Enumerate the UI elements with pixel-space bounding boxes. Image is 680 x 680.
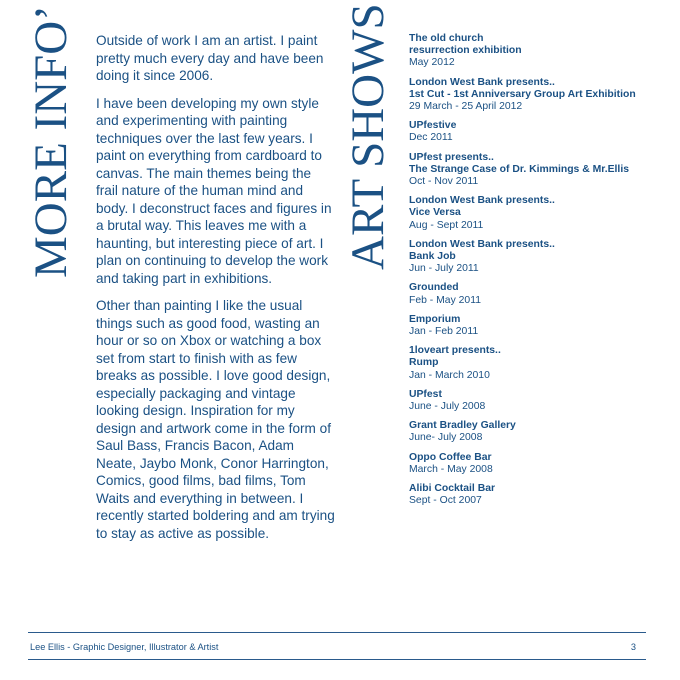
show-name: London West Bank presents.. Vice Versa	[409, 195, 555, 219]
show-date: Jan - March 2010	[409, 369, 490, 381]
show-date: March - May 2008	[409, 463, 493, 475]
show-date: Jun - July 2011	[409, 263, 479, 275]
show-date: 29 March - 25 April 2012	[409, 101, 523, 113]
about-text-column	[96, 32, 336, 552]
footer-bottom-divider	[28, 659, 646, 660]
show-name: London West Bank presents.. 1st Cut - 1st Anniversary Group Art Exhibition	[409, 76, 636, 100]
art-shows-list	[409, 33, 644, 515]
show-item	[409, 452, 644, 476]
show-name: 1loveart presents.. Rump	[409, 345, 501, 369]
show-item	[409, 33, 644, 70]
show-name: UPfest presents.. The Strange Case of Dr. Kimmings & Mr.Ellis	[409, 151, 629, 175]
show-item	[409, 120, 644, 144]
show-name: Oppo Coffee Bar	[409, 451, 492, 463]
show-item	[409, 195, 644, 232]
show-item	[409, 389, 644, 413]
page-number: 3	[630, 642, 636, 652]
show-date: Feb - May 2011	[409, 294, 481, 306]
footer-top-divider	[28, 632, 646, 633]
show-item	[409, 239, 644, 276]
show-date: June - July 2008	[409, 401, 486, 413]
about-paragraph: Other than painting I like the usual things such as good food, wasting an hour or so on Xbox or watching a box set from start to finish with as few breaks as possible. I love good design, especially packaging and vintage looking design. Inspiration for my design and artwork come in the form of Saul Bass, Francis Bacon, Adam Neate, Jaybo Monk, Conor Harrington, Comics, good films, bad films, Tom Waits and everything in between. I recently started boldering and am trying to stay as active as possible.	[96, 298, 335, 541]
show-name: Grant Bradley Gallery	[409, 420, 516, 432]
show-item	[409, 77, 644, 114]
show-item	[409, 345, 644, 382]
show-item	[409, 420, 644, 444]
about-paragraph: I have been developing my own style and experimenting with painting techniques over the last few years. I paint on everything from cardboard to canvas. The main themes being the frail nature of the human mind and body. I deconstruct faces and figures in a brutal way. This leaves me with a haunting, but interesting piece of art. I plan on continuing to develop the work and taking part in exhibitions.	[96, 95, 332, 286]
show-date: Dec 2011	[409, 132, 453, 144]
show-item	[409, 152, 644, 189]
footer-credit: Lee Ellis - Graphic Designer, Illustrator & Artist	[30, 642, 219, 652]
show-date: Jan - Feb 2011	[409, 326, 479, 338]
show-date: Sept - Oct 2007	[409, 495, 482, 507]
show-item	[409, 483, 644, 507]
show-date: Oct - Nov 2011	[409, 176, 479, 188]
show-name: Grounded	[409, 282, 459, 294]
show-date: June- July 2008	[409, 432, 483, 444]
show-name: London West Bank presents.. Bank Job	[409, 238, 555, 263]
show-name: UPfest	[409, 388, 442, 400]
show-item	[409, 314, 644, 338]
show-name: UPfestive	[409, 120, 457, 132]
show-name: Alibi Cocktail Bar	[409, 483, 496, 495]
about-paragraph: Outside of work I am an artist. I paint pretty much every day and have been doing it since 2006.	[96, 33, 324, 83]
show-date: May 2012	[409, 57, 455, 69]
show-name: The old church resurrection exhibition	[409, 33, 522, 57]
art-shows-heading: ART SHOWS	[342, 3, 394, 270]
more-info-heading: MORE INFO’	[25, 5, 77, 278]
show-date: Aug - Sept 2011	[409, 219, 484, 231]
show-name: Emporium	[409, 313, 461, 325]
show-item	[409, 282, 644, 306]
